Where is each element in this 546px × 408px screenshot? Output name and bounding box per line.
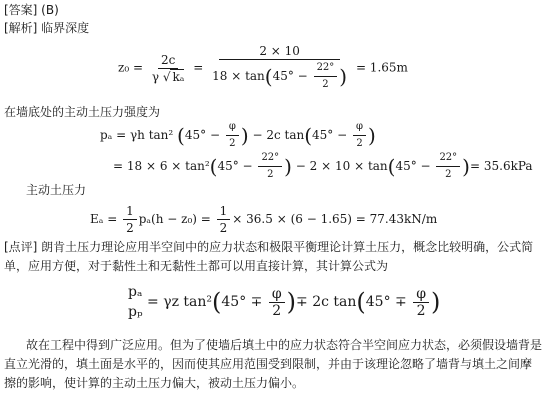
active-force-label: 主动土压力	[26, 183, 87, 197]
closing-paragraph: 故在工程中得到广泛应用。但为了使墙后填土中的应力状态符合半空间应力状态，必须假设墙背是直立光滑的，填土面是水平的，因而使其应用范围受到限制，并由于该理论忽略了墙背与填土之间摩擦的影响，使计算的主动土压力偏大，被动土压力偏小。	[4, 338, 543, 390]
eq1-inner-frac	[314, 61, 338, 92]
eq1-inner-den: 2	[322, 79, 329, 90]
eq1-f2-num: 2 × 10	[219, 44, 340, 60]
eq4-eq: = γz tan²	[147, 294, 212, 310]
equation-pressure-line-2: = 18 × 6 × tan²(45° − $\frac{22^\circ}{2}$ ) − 2 × 10 × tan(45° − $\frac{22^\circ}{2}$ )= 35.6kPa	[113, 152, 533, 180]
eq2-phi-num: φ	[226, 120, 239, 136]
eq3-mid1: pₐ(h − z₀) =	[138, 212, 211, 226]
eq4-phi-num: φ	[269, 287, 285, 303]
eq4-pressure-stack	[128, 282, 143, 322]
equation-rankine: pₐ pₚ = γz tan²(45° ∓ $\frac{\varphi}{2}$ )∓ 2c tan(45° ∓ $\frac{\varphi}{2}$ )	[128, 284, 441, 320]
eq4-phi-den-2: 2	[416, 302, 426, 319]
eq2-l2-result: = 35.6kPa	[469, 159, 533, 173]
equation-critical-depth	[118, 44, 408, 92]
eq2-l2-a: = 18 × 6 × tan²	[113, 159, 210, 173]
eq2-l2-angle: 45° −	[217, 159, 253, 173]
eq4-angle-a: 45° ∓	[221, 294, 263, 310]
eq2-phi-den-2: 2	[356, 138, 363, 149]
eq2-angle-a: 45° −	[184, 128, 220, 142]
eq2-l2-num: 22°	[258, 151, 282, 167]
eq1-f2-den: 18 × tan(45° − $\frac{22^\circ}{2}$ )	[212, 62, 348, 90]
eq2-l2-num-2: 22°	[436, 151, 460, 167]
eq1-sqrt: kₐ	[172, 69, 185, 84]
wall-bottom-label: 在墙底处的主动土压力强度为	[4, 105, 161, 119]
eq1-f1-den: γ √ kₐ	[151, 69, 185, 84]
eq2-l2-mid: − 2 × 10 × tan	[291, 159, 388, 173]
eq1-fraction-1	[149, 53, 188, 84]
answer-line: [答案] (B)	[4, 3, 59, 17]
eq1-inner-num: 22°	[314, 61, 338, 77]
eq1-lhs: z₀ =	[118, 60, 144, 75]
eq3-f-den: 2	[126, 221, 134, 235]
eq1-gamma: γ	[151, 69, 160, 84]
eq3-lhs: Eₐ =	[90, 212, 118, 226]
comment-paragraph: [点评] 朗肯土压力理论应用半空间中的应力状态和极限平衡理论计算土压力，概念比较明确，公式简单，应用方便，对于黏性土和无黏性土都可以用直接计算，其计算公式为	[4, 240, 534, 273]
eq4-angle-b: 45° ∓	[365, 294, 407, 310]
eq2-l2-den: 2	[267, 169, 274, 180]
eq2-lhs: pₐ = γh tan²	[100, 128, 178, 142]
eq2-angle-b: 45° −	[312, 128, 348, 142]
eq2-l2-den-2: 2	[445, 169, 452, 180]
eq3-mid2: × 36.5 × (6 − 1.65) = 77.43kN/m	[232, 212, 438, 226]
eq1-f1-num: 2c	[158, 53, 178, 69]
eq1-equals: =	[193, 60, 204, 75]
eq2-phi-den: 2	[229, 138, 236, 149]
eq4-pp: pₚ	[128, 304, 143, 320]
eq3-f-den-2: 2	[219, 221, 228, 235]
eq3-f-num-2: 1	[217, 204, 231, 220]
eq2-l2-angle-2: 45° −	[395, 159, 431, 173]
eq4-mid: ∓ 2c tan	[296, 294, 357, 310]
equation-pressure-line-1: pₐ = γh tan² (45° − $\frac{\varphi}{2}$ ) − 2c tan(45° − $\frac{\varphi}{2}$ )	[100, 121, 376, 149]
eq3-f-num: 1	[123, 204, 137, 220]
analysis-heading: [解析] 临界深度	[4, 21, 90, 35]
eq4-phi-num-2: φ	[413, 287, 429, 303]
eq1-result: = 1.65m	[355, 60, 408, 75]
equation-active-force	[90, 204, 437, 235]
eq1-tan: 18 × tan	[212, 69, 265, 83]
eq4-pa: pₐ	[128, 284, 143, 300]
eq2-phi-num-2: φ	[353, 120, 366, 136]
eq1-fraction-2	[209, 44, 350, 92]
eq4-phi-den: 2	[272, 302, 282, 319]
eq2-mid: − 2c tan	[248, 128, 305, 142]
eq1-angle: 45° −	[272, 69, 308, 83]
